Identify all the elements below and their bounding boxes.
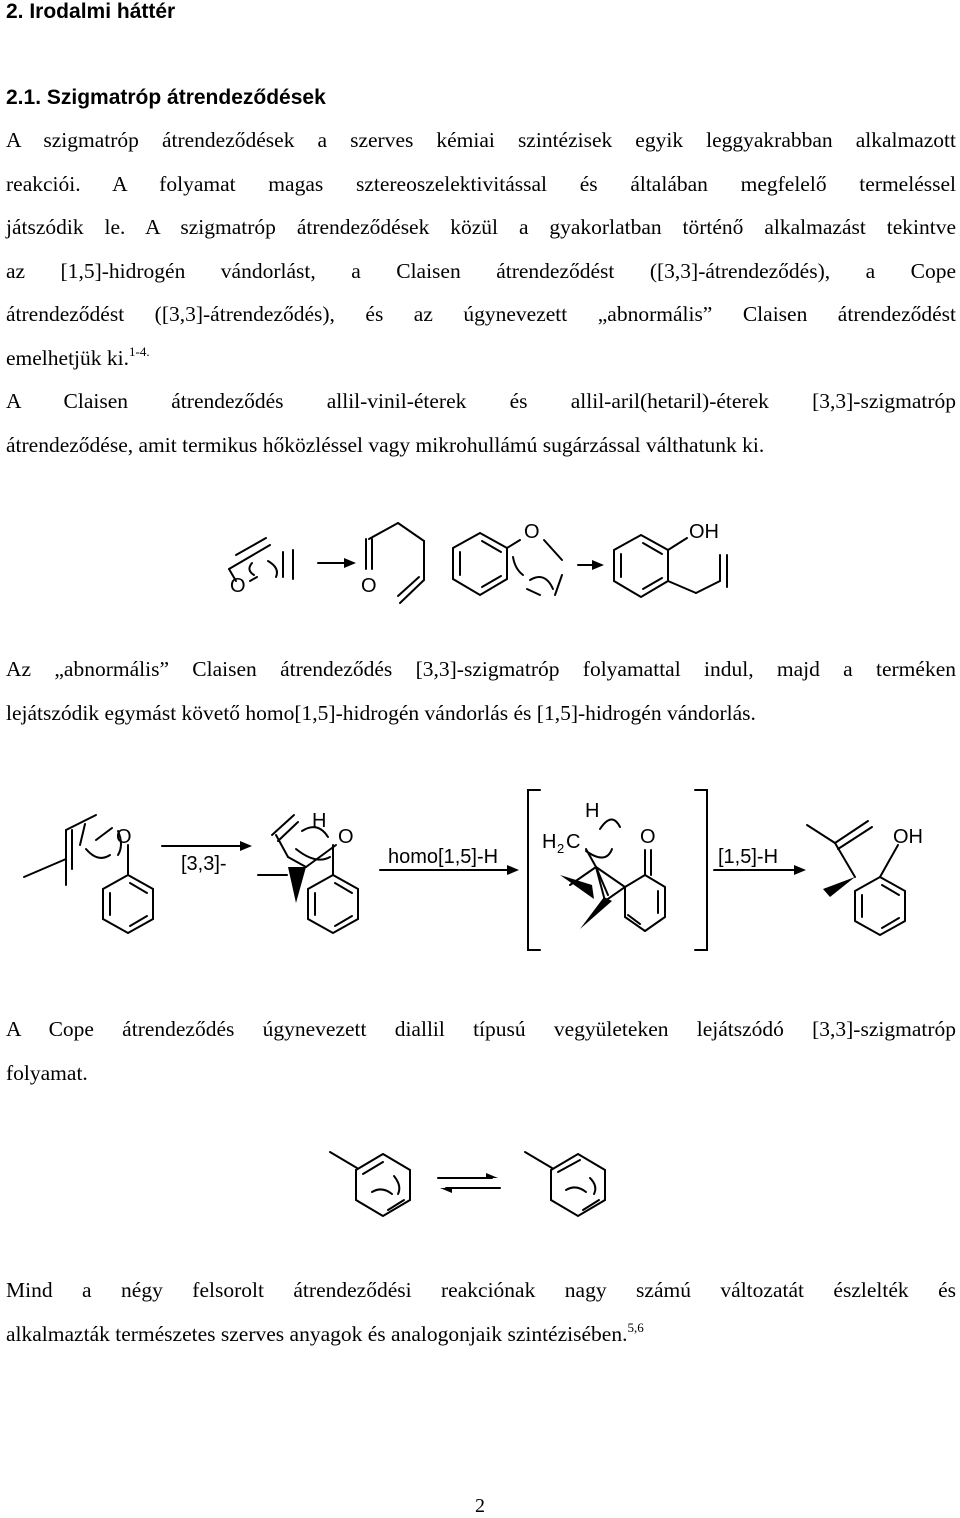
- dienone-intermediate-structure: [258, 810, 358, 933]
- text-line: [6, 1313, 956, 1357]
- text-line: A szigmatróp átrendeződések a szerves kémiai szintézisek egyik leggyakrabban alkalmazott: [6, 128, 956, 152]
- reference-superscript: 5,6: [627, 1319, 644, 1335]
- text-line: folyamat.: [6, 1060, 88, 1085]
- paragraph-closing: [6, 1269, 956, 1356]
- reaction-arrow: [714, 846, 806, 875]
- hydrogen-label: H: [312, 810, 327, 832]
- unsaturated-aldehyde-structure: [361, 523, 424, 603]
- reference-superscript: 1-4.: [129, 343, 150, 359]
- hydrogen-label: H: [542, 831, 557, 853]
- crotyl-phenyl-ether-structure: [24, 815, 153, 933]
- paragraph-abnormal-claisen: [6, 648, 956, 735]
- cope-scheme: [0, 1140, 960, 1230]
- paragraph-claisen: [6, 380, 956, 467]
- allylphenol-structure: [614, 521, 727, 597]
- cyclopropane-intermediate-structure: [528, 790, 707, 950]
- paragraph-cope: [6, 1008, 956, 1095]
- text-line: [6, 337, 956, 381]
- oxygen-label: O: [524, 521, 540, 543]
- reaction-arrow: [380, 846, 519, 875]
- reaction-arrow: [162, 841, 252, 875]
- text-line: Az „abnormális” Claisen átrendeződés [3,3]-szigmatróp folyamattal indul, majd a terméken: [6, 657, 956, 681]
- hydroxyl-label: OH: [689, 521, 719, 543]
- abnormal-claisen-scheme: [0, 785, 960, 965]
- text-line: reakciói. A folyamat magas sztereoszelektivitással és általában megfelelő termeléssel: [6, 171, 956, 196]
- text-line: átrendeződést ([3,3]-átrendeződés), és az úgynevezett „abnormális” Claisen átrendeződést: [6, 302, 956, 326]
- equilibrium-arrows: [438, 1173, 500, 1193]
- claisen-scheme: [0, 505, 960, 625]
- allyl-vinyl-ether-structure: [229, 538, 293, 597]
- diallyl-product-structure: [525, 1152, 605, 1216]
- text-line: átrendeződése, amit termikus hőközléssel vagy mikrohullámú sugárzással válthatunk ki.: [6, 432, 765, 457]
- text-fragment: alkalmazták természetes szerves anyagok és analogonjaik szintézisében.: [6, 1321, 628, 1346]
- allyl-phenyl-ether-structure: [453, 521, 562, 595]
- reaction-label: [1,5]-H: [718, 846, 779, 868]
- hydroxyl-label: OH: [893, 826, 923, 848]
- reaction-arrow: [318, 558, 356, 568]
- text-line: A Claisen átrendeződés allil-vinil-éterek és allil-aril(hetaril)-éterek [3,3]-szigmatróp: [6, 389, 956, 413]
- subscript-label: 2: [557, 841, 565, 856]
- carbon-label: C: [566, 831, 581, 853]
- reaction-label: [3,3]-: [181, 853, 227, 875]
- text-line: játszódik le. A szigmatróp átrendeződések közül a gyakorlatban történő alkalmazást tekintve: [6, 215, 956, 239]
- oxygen-label: O: [230, 575, 246, 597]
- oxygen-label: O: [338, 826, 354, 848]
- text-line: Mind a négy felsorolt átrendeződési reakciónak nagy számú változatát észlelték és: [6, 1278, 956, 1302]
- oxygen-label: O: [640, 826, 656, 848]
- text-line: lejátszódik egymást követő homo[1,5]-hidrogén vándorlás és [1,5]-hidrogén vándorlás.: [6, 700, 756, 725]
- page-number: 2: [475, 1495, 485, 1517]
- oxygen-label: O: [361, 575, 377, 597]
- hydrogen-label: H: [585, 800, 600, 822]
- text-fragment: emelhetjük ki.: [6, 345, 129, 370]
- section-heading: 2.1. Szigmatróp átrendeződések: [6, 86, 326, 109]
- text-line: az [1,5]-hidrogén vándorlást, a Claisen átrendeződést ([3,3]-átrendeződés), a Cope: [6, 258, 956, 283]
- oxygen-label: O: [116, 826, 132, 848]
- alkenylphenol-structure: [807, 821, 923, 935]
- reaction-label: homo[1,5]-H: [388, 846, 499, 868]
- text-line: A Cope átrendeződés úgynevezett diallil típusú vegyületeken lejátszódó [3,3]-szigmatróp: [6, 1017, 956, 1041]
- diallyl-structure: [330, 1152, 410, 1216]
- reaction-arrow: [578, 560, 604, 570]
- paragraph-intro: [6, 119, 956, 380]
- chapter-heading: 2. Irodalmi háttér: [6, 0, 176, 23]
